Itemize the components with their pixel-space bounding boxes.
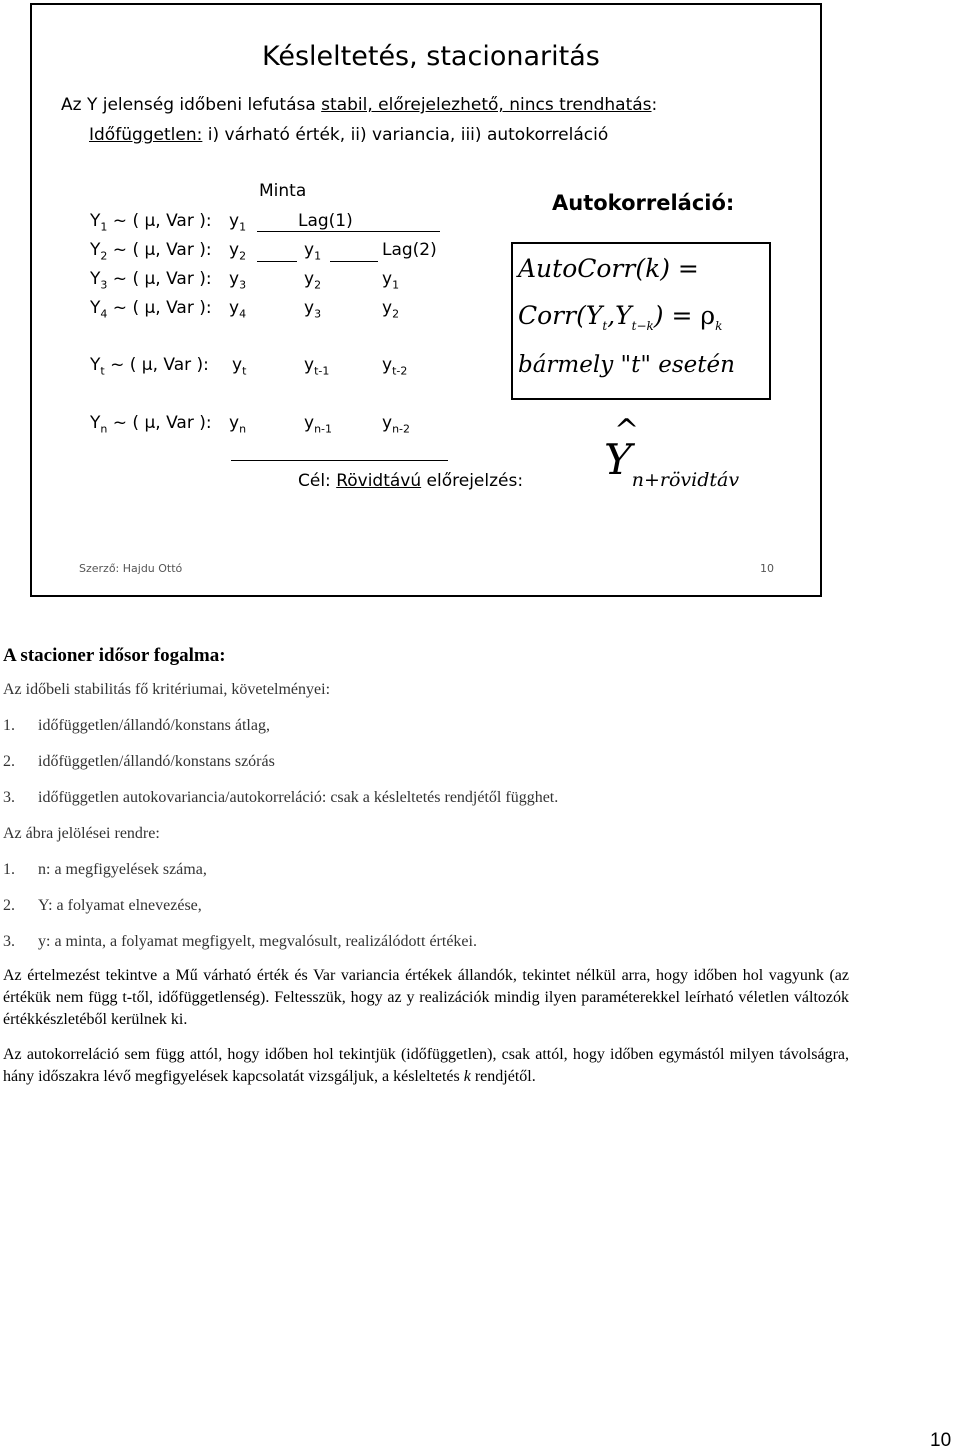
notation-item-1: 1. n: a megfigyelések száma, <box>3 861 207 878</box>
slide-subtitle-line2 <box>89 125 608 145</box>
sub2-underlined: Időfüggetlen: <box>89 125 203 145</box>
sample-separator-line <box>231 460 448 461</box>
rown-col2: $y_{n-1}$ <box>304 413 333 436</box>
formula-line-2: $Corr(Y_t,Y_{t-k}) = \rho_k$ <box>518 301 723 333</box>
slide-title: Késleltetés, stacionaritás <box>262 41 600 72</box>
process-row-3: $Y_3$ ~ ( μ, Var ): <box>90 269 212 292</box>
slide-author-footer: Szerző: Hajdu Ottó <box>79 562 183 575</box>
criteria-item-2: 2. időfüggetlen/állandó/konstans szórás <box>3 753 275 770</box>
paragraph-interpretation: Az értelmezést tekintve a Mű várható érték és Var variancia értékek állandók, tekintet nélkül arra, hogy időben hol vagyunk (az értékük nem függ t-től, időfüggetlenség). Feltesszük, hogy az y realizációk mindig ilyen paraméterekkel leírható véletlen változók értékkészletéből kerülnek ki. <box>3 967 849 1028</box>
process-row-2: $Y_2$ ~ ( μ, Var ): <box>90 240 212 263</box>
slide-subtitle-line1 <box>61 95 657 115</box>
lag2-label: Lag(2) <box>382 240 437 260</box>
process-row-t: $Y_t$ ~ ( μ, Var ): <box>90 355 209 378</box>
slide-number: 10 <box>760 562 774 575</box>
criteria-intro: Az időbeli stabilitás fő kritériumai, követelményei: <box>3 681 331 698</box>
row2-col2: $y_1$ <box>304 240 322 263</box>
sub2-rest: i) várható érték, ii) variancia, iii) autokorreláció <box>202 125 609 145</box>
slide-image <box>30 3 822 597</box>
row4-col2: $y_3$ <box>304 298 322 321</box>
rowt-col2: $y_{t-1}$ <box>304 355 330 378</box>
rowt-col3: $y_{t-2}$ <box>382 355 408 378</box>
row4-col3: $y_2$ <box>382 298 400 321</box>
row3-col2: $y_2$ <box>304 269 322 292</box>
paragraph-autocorrelation: Az autokorreláció sem függ attól, hogy időben hol tekintjük (időfüggetlen), csak attól, hogy időben egymástól milyen távolságra, hány időszakra lévő megfigyelések kapcsolatát vizsgáljuk, a késleltetés k rendjétől. <box>3 1046 849 1085</box>
autokorrelacio-title: Autokorreláció: <box>552 191 735 215</box>
section-heading: A stacioner idősor fogalma: <box>3 645 226 666</box>
notation-item-3: 3. y: a minta, a folyamat megfigyelt, megvalósult, realizálódott értékei. <box>3 933 477 950</box>
rown-col3: $y_{n-2}$ <box>382 413 411 436</box>
autocorrelation-formula-box <box>511 242 771 400</box>
document-body <box>3 645 849 1088</box>
lag1-underline <box>257 231 440 232</box>
row3-col1: $y_3$ <box>229 269 247 292</box>
notation-item-2: 2. Y: a folyamat elnevezése, <box>3 897 202 914</box>
process-row-n: $Y_n$ ~ ( μ, Var ): <box>90 413 212 436</box>
row4-col1: $y_4$ <box>229 298 247 321</box>
row2-underline-b <box>330 261 378 262</box>
formula-line-3: bármely "t" esetén <box>518 352 735 378</box>
sub1-underlined: stabil, előrejelezhető, nincs trendhatás <box>321 95 652 115</box>
row2-col1: $y_2$ <box>229 240 247 263</box>
row2-underline-a <box>257 261 297 262</box>
yhat-forecast-symbol: Y ^ n+rövidtáv <box>604 413 740 491</box>
process-row-4: $Y_4$ ~ ( μ, Var ): <box>90 298 212 321</box>
criteria-item-3: 3. időfüggetlen autokovariancia/autokorreláció: csak a késleltetés rendjétől függhet. <box>3 789 559 806</box>
formula-line-1: AutoCorr(k) = <box>518 254 699 283</box>
rown-col1: $y_n$ <box>229 413 247 436</box>
sub1-prefix: Az Y jelenség időbeni lefutása <box>61 95 322 115</box>
sub1-suffix: : <box>651 95 658 115</box>
process-row-1: $Y_1$ ~ ( μ, Var ): <box>90 211 212 234</box>
row1-col1: $y_1$ <box>229 211 247 234</box>
row3-col3: $y_1$ <box>382 269 400 292</box>
minta-label: Minta <box>259 181 307 201</box>
lag1-label: Lag(1) <box>298 211 353 231</box>
cel-label: Cél: Rövidtávú előrejelzés: <box>298 471 524 491</box>
criteria-item-1: 1. időfüggetlen/állandó/konstans átlag, <box>3 717 270 734</box>
rowt-col1: $y_t$ <box>232 355 247 378</box>
notation-intro: Az ábra jelölései rendre: <box>3 825 160 842</box>
page-number: 10 <box>930 1430 952 1451</box>
